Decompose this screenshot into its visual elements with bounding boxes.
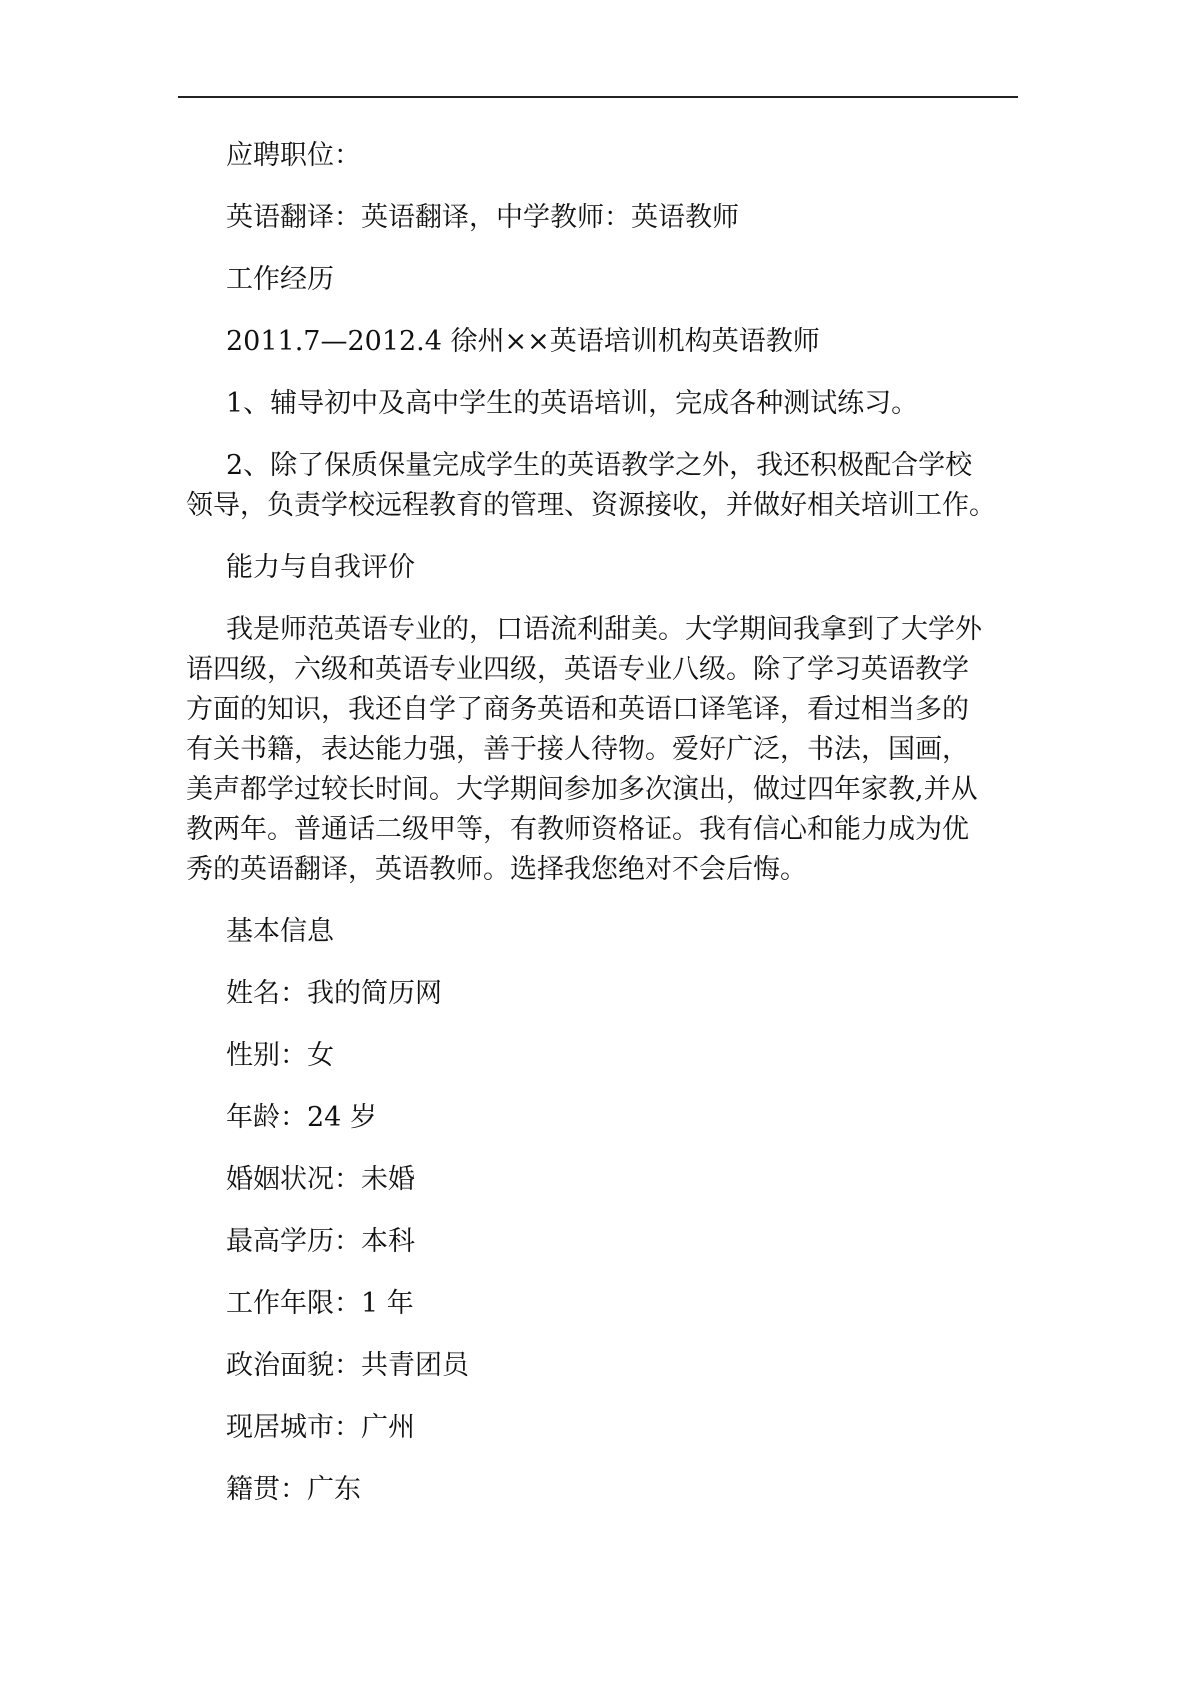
basic-info-work-years: 工作年限：1 年: [226, 1288, 414, 1319]
basic-info-marital: 婚姻状况：未婚: [226, 1164, 415, 1195]
self-eval-line: 方面的知识，我还自学了商务英语和英语口译笔译，看过相当多的: [186, 694, 969, 725]
duty-item-2-line: 2、除了保质保量完成学生的英语教学之外，我还积极配合学校: [226, 450, 973, 481]
self-eval-paragraph: [186, 610, 1036, 890]
self-eval-line: 秀的英语翻译，英语教师。选择我您绝对不会后悔。: [186, 854, 807, 885]
work-entry: 2011.7—2012.4 徐州××英语培训机构英语教师: [226, 326, 820, 357]
duty-item-1: 1、辅导初中及高中学生的英语培训，完成各种测试练习。: [226, 388, 919, 419]
basic-info-gender: 性别：女: [226, 1040, 334, 1071]
basic-info-city: 现居城市：广州: [226, 1412, 415, 1443]
basic-info-name: 姓名：我的简历网: [226, 978, 442, 1009]
basic-info-age: 年龄：24 岁: [226, 1102, 377, 1133]
position-heading: 应聘职位：: [226, 140, 361, 171]
work-heading: 工作经历: [226, 264, 334, 295]
position-value: 英语翻译：英语翻译，中学教师：英语教师: [226, 202, 739, 233]
self-eval-line: 我是师范英语专业的，口语流利甜美。大学期间我拿到了大学外: [226, 614, 982, 645]
duty-item-2-line: 领导，负责学校远程教育的管理、资源接收，并做好相关培训工作。: [186, 490, 996, 521]
self-eval-line: 教两年。普通话二级甲等，有教师资格证。我有信心和能力成为优: [186, 814, 969, 845]
self-eval-line: 有关书籍，表达能力强，善于接人待物。爱好广泛，书法，国画，: [186, 734, 969, 765]
duty-item-2: [186, 446, 1036, 526]
self-eval-heading: 能力与自我评价: [226, 552, 415, 583]
basic-info-hometown: 籍贯：广东: [226, 1474, 361, 1505]
document-body: [186, 136, 1036, 1532]
self-eval-line: 语四级，六级和英语专业四级，英语专业八级。除了学习英语教学: [186, 654, 969, 685]
basic-info-education: 最高学历：本科: [226, 1226, 415, 1257]
self-eval-line: 美声都学过较长时间。大学期间参加多次演出，做过四年家教,并从: [186, 774, 978, 805]
basic-info-heading: 基本信息: [226, 916, 334, 947]
header-rule: [178, 96, 1018, 98]
basic-info-political: 政治面貌：共青团员: [226, 1350, 469, 1381]
